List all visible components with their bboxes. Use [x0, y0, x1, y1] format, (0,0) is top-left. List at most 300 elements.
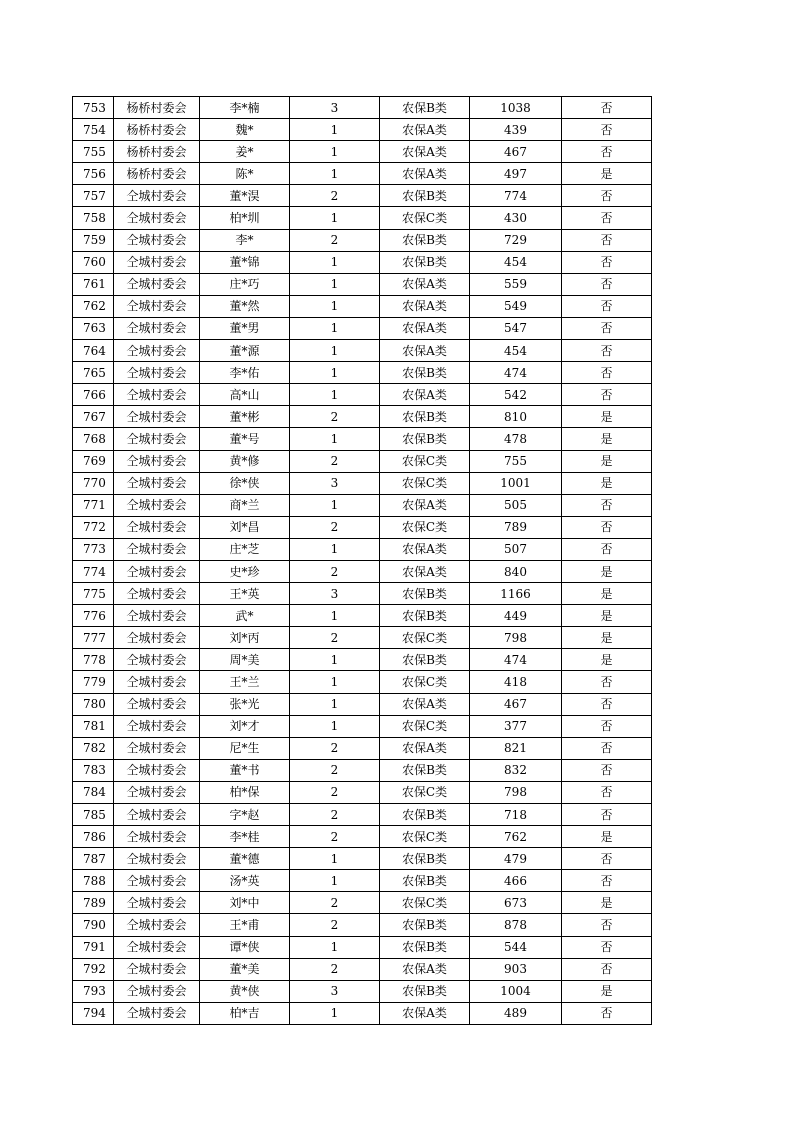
flag-cell: 是	[562, 649, 652, 671]
insurance-category-cell: 农保A类	[380, 384, 470, 406]
village-committee-cell: 仝城村委会	[114, 207, 200, 229]
village-committee-cell: 仝城村委会	[114, 980, 200, 1002]
amount-cell: 454	[470, 251, 562, 273]
amount-cell: 467	[470, 141, 562, 163]
household-size-cell: 1	[290, 141, 380, 163]
person-name-cell: 庄*芝	[200, 538, 290, 560]
insurance-category-cell: 农保C类	[380, 472, 470, 494]
person-name-cell: 黄*侠	[200, 980, 290, 1002]
table-row	[73, 472, 652, 494]
household-size-cell: 2	[290, 914, 380, 936]
flag-cell: 是	[562, 472, 652, 494]
row-number-cell: 775	[73, 583, 114, 605]
row-number-cell: 790	[73, 914, 114, 936]
row-number-cell: 788	[73, 870, 114, 892]
table-row	[73, 980, 652, 1002]
village-committee-cell: 仝城村委会	[114, 583, 200, 605]
insurance-category-cell: 农保B类	[380, 362, 470, 384]
person-name-cell: 董*德	[200, 848, 290, 870]
village-committee-cell: 仝城村委会	[114, 627, 200, 649]
row-number-cell: 776	[73, 605, 114, 627]
insurance-category-cell: 农保B类	[380, 185, 470, 207]
table-row	[73, 560, 652, 582]
person-name-cell: 高*山	[200, 384, 290, 406]
table-row	[73, 958, 652, 980]
insurance-category-cell: 农保A类	[380, 119, 470, 141]
person-name-cell: 商*兰	[200, 494, 290, 516]
household-size-cell: 1	[290, 317, 380, 339]
household-size-cell: 1	[290, 605, 380, 627]
flag-cell: 否	[562, 340, 652, 362]
household-size-cell: 1	[290, 207, 380, 229]
village-committee-cell: 仝城村委会	[114, 605, 200, 627]
village-committee-cell: 杨桥村委会	[114, 163, 200, 185]
insurance-category-cell: 农保B类	[380, 804, 470, 826]
insurance-category-cell: 农保A类	[380, 538, 470, 560]
flag-cell: 是	[562, 627, 652, 649]
person-name-cell: 字*赵	[200, 804, 290, 826]
insurance-category-cell: 农保C类	[380, 207, 470, 229]
village-committee-cell: 仝城村委会	[114, 737, 200, 759]
person-name-cell: 李*桂	[200, 826, 290, 848]
household-size-cell: 1	[290, 538, 380, 560]
person-name-cell: 董*源	[200, 340, 290, 362]
flag-cell: 否	[562, 804, 652, 826]
flag-cell: 否	[562, 715, 652, 737]
insurance-category-cell: 农保C类	[380, 826, 470, 848]
village-committee-cell: 仝城村委会	[114, 892, 200, 914]
row-number-cell: 794	[73, 1002, 114, 1024]
household-size-cell: 2	[290, 185, 380, 207]
table-row	[73, 870, 652, 892]
insurance-category-cell: 农保B类	[380, 980, 470, 1002]
row-number-cell: 781	[73, 715, 114, 737]
person-name-cell: 李*佑	[200, 362, 290, 384]
table-row	[73, 273, 652, 295]
amount-cell: 798	[470, 627, 562, 649]
amount-cell: 544	[470, 936, 562, 958]
household-size-cell: 1	[290, 295, 380, 317]
row-number-cell: 786	[73, 826, 114, 848]
insurance-category-cell: 农保A类	[380, 273, 470, 295]
flag-cell: 是	[562, 163, 652, 185]
table-row	[73, 494, 652, 516]
table-row	[73, 163, 652, 185]
village-committee-cell: 杨桥村委会	[114, 119, 200, 141]
flag-cell: 否	[562, 251, 652, 273]
insurance-category-cell: 农保A类	[380, 1002, 470, 1024]
village-committee-cell: 仝城村委会	[114, 715, 200, 737]
household-size-cell: 1	[290, 163, 380, 185]
insurance-category-cell: 农保A类	[380, 494, 470, 516]
table-row	[73, 892, 652, 914]
household-size-cell: 2	[290, 627, 380, 649]
amount-cell: 1001	[470, 472, 562, 494]
household-size-cell: 2	[290, 737, 380, 759]
table-row	[73, 538, 652, 560]
table-row	[73, 715, 652, 737]
insurance-category-cell: 农保B类	[380, 428, 470, 450]
household-size-cell: 1	[290, 870, 380, 892]
village-committee-cell: 仝城村委会	[114, 384, 200, 406]
village-committee-cell: 杨桥村委会	[114, 97, 200, 119]
person-name-cell: 庄*巧	[200, 273, 290, 295]
row-number-cell: 787	[73, 848, 114, 870]
insurance-category-cell: 农保B类	[380, 251, 470, 273]
row-number-cell: 753	[73, 97, 114, 119]
village-committee-cell: 仝城村委会	[114, 870, 200, 892]
amount-cell: 542	[470, 384, 562, 406]
household-size-cell: 2	[290, 229, 380, 251]
flag-cell: 是	[562, 406, 652, 428]
village-committee-cell: 仝城村委会	[114, 295, 200, 317]
table-row	[73, 229, 652, 251]
household-size-cell: 3	[290, 980, 380, 1002]
flag-cell: 否	[562, 1002, 652, 1024]
row-number-cell: 757	[73, 185, 114, 207]
insurance-category-cell: 农保B类	[380, 936, 470, 958]
table-row	[73, 826, 652, 848]
household-size-cell: 1	[290, 340, 380, 362]
person-name-cell: 黄*修	[200, 450, 290, 472]
village-committee-cell: 仝城村委会	[114, 936, 200, 958]
amount-cell: 479	[470, 848, 562, 870]
household-size-cell: 2	[290, 406, 380, 428]
village-committee-cell: 仝城村委会	[114, 185, 200, 207]
row-number-cell: 766	[73, 384, 114, 406]
person-name-cell: 张*光	[200, 693, 290, 715]
table-row	[73, 583, 652, 605]
roster-table	[72, 96, 652, 1025]
insurance-category-cell: 农保A类	[380, 141, 470, 163]
person-name-cell: 汤*英	[200, 870, 290, 892]
flag-cell: 否	[562, 781, 652, 803]
household-size-cell: 3	[290, 97, 380, 119]
amount-cell: 762	[470, 826, 562, 848]
table-row	[73, 317, 652, 339]
row-number-cell: 778	[73, 649, 114, 671]
household-size-cell: 1	[290, 848, 380, 870]
insurance-category-cell: 农保C类	[380, 516, 470, 538]
table-row	[73, 627, 652, 649]
person-name-cell: 周*美	[200, 649, 290, 671]
row-number-cell: 779	[73, 671, 114, 693]
row-number-cell: 784	[73, 781, 114, 803]
amount-cell: 673	[470, 892, 562, 914]
amount-cell: 489	[470, 1002, 562, 1024]
village-committee-cell: 仝城村委会	[114, 693, 200, 715]
person-name-cell: 董*锦	[200, 251, 290, 273]
flag-cell: 是	[562, 450, 652, 472]
flag-cell: 是	[562, 980, 652, 1002]
flag-cell: 否	[562, 737, 652, 759]
village-committee-cell: 仝城村委会	[114, 649, 200, 671]
household-size-cell: 2	[290, 781, 380, 803]
person-name-cell: 董*然	[200, 295, 290, 317]
insurance-category-cell: 农保A类	[380, 560, 470, 582]
village-committee-cell: 仝城村委会	[114, 538, 200, 560]
village-committee-cell: 杨桥村委会	[114, 141, 200, 163]
insurance-category-cell: 农保B类	[380, 229, 470, 251]
insurance-category-cell: 农保A类	[380, 163, 470, 185]
amount-cell: 810	[470, 406, 562, 428]
row-number-cell: 782	[73, 737, 114, 759]
row-number-cell: 777	[73, 627, 114, 649]
amount-cell: 903	[470, 958, 562, 980]
amount-cell: 505	[470, 494, 562, 516]
amount-cell: 755	[470, 450, 562, 472]
row-number-cell: 761	[73, 273, 114, 295]
household-size-cell: 1	[290, 119, 380, 141]
table-row	[73, 516, 652, 538]
insurance-category-cell: 农保B类	[380, 914, 470, 936]
village-committee-cell: 仝城村委会	[114, 450, 200, 472]
table-row	[73, 737, 652, 759]
village-committee-cell: 仝城村委会	[114, 340, 200, 362]
table-row	[73, 914, 652, 936]
village-committee-cell: 仝城村委会	[114, 781, 200, 803]
insurance-category-cell: 农保B类	[380, 759, 470, 781]
row-number-cell: 759	[73, 229, 114, 251]
flag-cell: 否	[562, 384, 652, 406]
table-row	[73, 362, 652, 384]
person-name-cell: 董*彬	[200, 406, 290, 428]
row-number-cell: 767	[73, 406, 114, 428]
flag-cell: 否	[562, 362, 652, 384]
amount-cell: 474	[470, 362, 562, 384]
household-size-cell: 2	[290, 450, 380, 472]
household-size-cell: 3	[290, 583, 380, 605]
amount-cell: 497	[470, 163, 562, 185]
amount-cell: 467	[470, 693, 562, 715]
village-committee-cell: 仝城村委会	[114, 362, 200, 384]
table-row	[73, 450, 652, 472]
amount-cell: 474	[470, 649, 562, 671]
amount-cell: 439	[470, 119, 562, 141]
person-name-cell: 王*英	[200, 583, 290, 605]
flag-cell: 否	[562, 848, 652, 870]
village-committee-cell: 仝城村委会	[114, 494, 200, 516]
flag-cell: 否	[562, 494, 652, 516]
household-size-cell: 1	[290, 1002, 380, 1024]
table-row	[73, 693, 652, 715]
row-number-cell: 762	[73, 295, 114, 317]
amount-cell: 430	[470, 207, 562, 229]
person-name-cell: 王*兰	[200, 671, 290, 693]
insurance-category-cell: 农保A类	[380, 693, 470, 715]
flag-cell: 是	[562, 826, 652, 848]
household-size-cell: 1	[290, 273, 380, 295]
amount-cell: 821	[470, 737, 562, 759]
person-name-cell: 董*号	[200, 428, 290, 450]
village-committee-cell: 仝城村委会	[114, 914, 200, 936]
row-number-cell: 758	[73, 207, 114, 229]
amount-cell: 789	[470, 516, 562, 538]
row-number-cell: 773	[73, 538, 114, 560]
insurance-category-cell: 农保B类	[380, 406, 470, 428]
person-name-cell: 董*美	[200, 958, 290, 980]
person-name-cell: 刘*才	[200, 715, 290, 737]
household-size-cell: 2	[290, 826, 380, 848]
household-size-cell: 2	[290, 516, 380, 538]
row-number-cell: 770	[73, 472, 114, 494]
person-name-cell: 徐*侠	[200, 472, 290, 494]
household-size-cell: 2	[290, 804, 380, 826]
row-number-cell: 769	[73, 450, 114, 472]
household-size-cell: 2	[290, 560, 380, 582]
amount-cell: 729	[470, 229, 562, 251]
person-name-cell: 陈*	[200, 163, 290, 185]
table-row	[73, 340, 652, 362]
person-name-cell: 柏*保	[200, 781, 290, 803]
flag-cell: 否	[562, 97, 652, 119]
insurance-category-cell: 农保A类	[380, 737, 470, 759]
insurance-category-cell: 农保B类	[380, 870, 470, 892]
household-size-cell: 2	[290, 958, 380, 980]
table-row	[73, 649, 652, 671]
flag-cell: 否	[562, 516, 652, 538]
person-name-cell: 柏*吉	[200, 1002, 290, 1024]
row-number-cell: 755	[73, 141, 114, 163]
amount-cell: 478	[470, 428, 562, 450]
person-name-cell: 姜*	[200, 141, 290, 163]
flag-cell: 否	[562, 185, 652, 207]
village-committee-cell: 仝城村委会	[114, 848, 200, 870]
amount-cell: 466	[470, 870, 562, 892]
row-number-cell: 764	[73, 340, 114, 362]
table-row	[73, 804, 652, 826]
person-name-cell: 董*男	[200, 317, 290, 339]
table-row	[73, 119, 652, 141]
person-name-cell: 董*淏	[200, 185, 290, 207]
village-committee-cell: 仝城村委会	[114, 804, 200, 826]
village-committee-cell: 仝城村委会	[114, 406, 200, 428]
row-number-cell: 772	[73, 516, 114, 538]
amount-cell: 718	[470, 804, 562, 826]
village-committee-cell: 仝城村委会	[114, 317, 200, 339]
village-committee-cell: 仝城村委会	[114, 472, 200, 494]
flag-cell: 否	[562, 273, 652, 295]
flag-cell: 否	[562, 207, 652, 229]
table-row	[73, 936, 652, 958]
insurance-category-cell: 农保C类	[380, 627, 470, 649]
amount-cell: 449	[470, 605, 562, 627]
flag-cell: 否	[562, 119, 652, 141]
row-number-cell: 765	[73, 362, 114, 384]
flag-cell: 是	[562, 892, 652, 914]
insurance-category-cell: 农保A类	[380, 295, 470, 317]
table-row	[73, 671, 652, 693]
amount-cell: 1038	[470, 97, 562, 119]
roster-body	[73, 97, 652, 1025]
insurance-category-cell: 农保C类	[380, 781, 470, 803]
insurance-category-cell: 农保C类	[380, 715, 470, 737]
insurance-category-cell: 农保B类	[380, 583, 470, 605]
flag-cell: 否	[562, 229, 652, 251]
row-number-cell: 793	[73, 980, 114, 1002]
person-name-cell: 魏*	[200, 119, 290, 141]
row-number-cell: 771	[73, 494, 114, 516]
table-row	[73, 384, 652, 406]
table-row	[73, 605, 652, 627]
flag-cell: 是	[562, 560, 652, 582]
flag-cell: 否	[562, 538, 652, 560]
amount-cell: 549	[470, 295, 562, 317]
flag-cell: 是	[562, 428, 652, 450]
person-name-cell: 刘*昌	[200, 516, 290, 538]
amount-cell: 377	[470, 715, 562, 737]
table-row	[73, 848, 652, 870]
person-name-cell: 李*	[200, 229, 290, 251]
household-size-cell: 1	[290, 936, 380, 958]
village-committee-cell: 仝城村委会	[114, 516, 200, 538]
flag-cell: 否	[562, 295, 652, 317]
table-row	[73, 406, 652, 428]
amount-cell: 507	[470, 538, 562, 560]
person-name-cell: 尼*生	[200, 737, 290, 759]
flag-cell: 是	[562, 605, 652, 627]
household-size-cell: 1	[290, 384, 380, 406]
row-number-cell: 783	[73, 759, 114, 781]
household-size-cell: 1	[290, 251, 380, 273]
person-name-cell: 谭*侠	[200, 936, 290, 958]
insurance-category-cell: 农保B类	[380, 649, 470, 671]
household-size-cell: 1	[290, 693, 380, 715]
amount-cell: 559	[470, 273, 562, 295]
row-number-cell: 791	[73, 936, 114, 958]
person-name-cell: 武*	[200, 605, 290, 627]
row-number-cell: 785	[73, 804, 114, 826]
flag-cell: 否	[562, 936, 652, 958]
flag-cell: 否	[562, 870, 652, 892]
insurance-category-cell: 农保C类	[380, 671, 470, 693]
row-number-cell: 789	[73, 892, 114, 914]
row-number-cell: 756	[73, 163, 114, 185]
row-number-cell: 780	[73, 693, 114, 715]
village-committee-cell: 仝城村委会	[114, 958, 200, 980]
row-number-cell: 792	[73, 958, 114, 980]
person-name-cell: 史*珍	[200, 560, 290, 582]
flag-cell: 是	[562, 583, 652, 605]
table-row	[73, 207, 652, 229]
table-row	[73, 1002, 652, 1024]
row-number-cell: 774	[73, 560, 114, 582]
insurance-category-cell: 农保B类	[380, 848, 470, 870]
village-committee-cell: 仝城村委会	[114, 560, 200, 582]
table-row	[73, 251, 652, 273]
person-name-cell: 董*书	[200, 759, 290, 781]
insurance-category-cell: 农保A类	[380, 340, 470, 362]
table-row	[73, 759, 652, 781]
row-number-cell: 768	[73, 428, 114, 450]
person-name-cell: 刘*丙	[200, 627, 290, 649]
person-name-cell: 李*楠	[200, 97, 290, 119]
person-name-cell: 王*甫	[200, 914, 290, 936]
flag-cell: 否	[562, 914, 652, 936]
amount-cell: 1004	[470, 980, 562, 1002]
amount-cell: 547	[470, 317, 562, 339]
insurance-category-cell: 农保C类	[380, 450, 470, 472]
row-number-cell: 754	[73, 119, 114, 141]
insurance-category-cell: 农保B类	[380, 605, 470, 627]
row-number-cell: 760	[73, 251, 114, 273]
household-size-cell: 1	[290, 671, 380, 693]
table-row	[73, 295, 652, 317]
household-size-cell: 1	[290, 362, 380, 384]
flag-cell: 否	[562, 671, 652, 693]
household-size-cell: 1	[290, 649, 380, 671]
village-committee-cell: 仝城村委会	[114, 759, 200, 781]
